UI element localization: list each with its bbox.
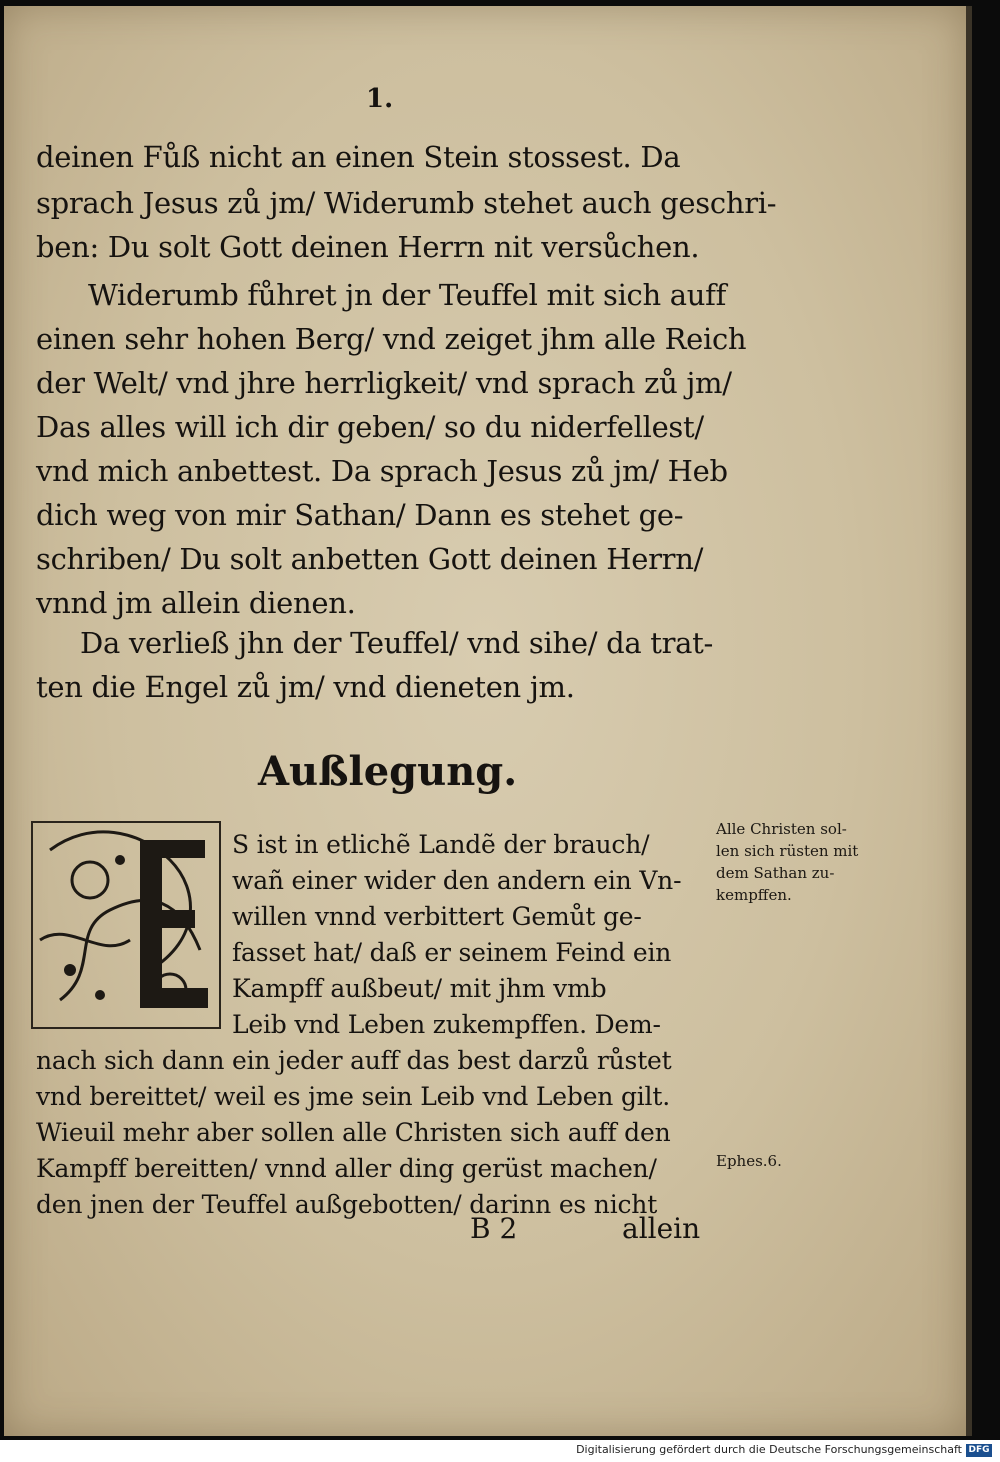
body-line: sprach Jesus zů jm/ Widerumb stehet auch geschri- xyxy=(36,186,777,220)
exposition-line: den jnen der Teuffel außgebotten/ darinn es nicht xyxy=(36,1190,658,1219)
margin-note-line: Alle Christen sol- xyxy=(716,820,847,838)
exposition-line: Wieuil mehr aber sollen alle Christen sich auff den xyxy=(36,1118,671,1147)
section-heading: Außlegung. xyxy=(258,748,518,795)
body-line: Da verließ jhn der Teuffel/ vnd sihe/ da trat- xyxy=(80,626,714,660)
margin-note-line: kempffen. xyxy=(716,886,792,904)
body-line: ten die Engel zů jm/ vnd dieneten jm. xyxy=(36,670,575,704)
margin-note-line: len sich rüsten mit xyxy=(716,842,859,860)
body-line: schriben/ Du solt anbetten Gott deinen Herrn/ xyxy=(36,542,704,576)
exposition-line: S ist in etlichẽ Landẽ der brauch/ xyxy=(232,830,650,859)
exposition-line: Leib vnd Leben zukempffen. Dem- xyxy=(232,1010,661,1039)
margin-note-line: dem Sathan zu- xyxy=(716,864,835,882)
exposition-line: fasset hat/ daß er seinem Feind ein xyxy=(232,938,672,967)
dfg-logo: DFG xyxy=(966,1444,992,1457)
body-line: deinen Fůß nicht an einen Stein stossest. Da xyxy=(36,140,681,174)
body-line: vnnd jm allein dienen. xyxy=(36,586,356,620)
signature-footer: B 2 xyxy=(470,1212,518,1245)
page-edge xyxy=(966,6,972,1436)
body-line: vnd mich anbettest. Da sprach Jesus zů jm/ Heb xyxy=(36,454,728,488)
exposition-line: Kampff außbeut/ mit jhm vmb xyxy=(232,974,607,1003)
signature-mark: 1. xyxy=(366,84,394,114)
body-line: ben: Du solt Gott deinen Herrn nit versůchen. xyxy=(36,230,700,264)
exposition-line: Kampff bereitten/ vnnd aller ding gerüst machen/ xyxy=(36,1154,657,1183)
margin-reference: Ephes.6. xyxy=(716,1152,782,1170)
credit-text: Digitalisierung gefördert durch die Deutsche Forschungsgemeinschaft xyxy=(576,1443,962,1456)
exposition-line: wañ einer wider den andern ein Vn- xyxy=(232,866,682,895)
body-line: dich weg von mir Sathan/ Dann es stehet ge- xyxy=(36,498,684,532)
decorated-initial xyxy=(30,820,222,1030)
exposition-line: vnd bereittet/ weil es jme sein Leib vnd Leben gilt. xyxy=(36,1082,670,1111)
catchword: allein xyxy=(622,1212,701,1245)
body-line: Widerumb fůhret jn der Teuffel mit sich auff xyxy=(88,278,727,312)
exposition-line: willen vnnd verbittert Gemůt ge- xyxy=(232,902,642,931)
body-line: einen sehr hohen Berg/ vnd zeiget jhm alle Reich xyxy=(36,322,747,356)
exposition-line: nach sich dann ein jeder auff das best darzů růstet xyxy=(36,1046,672,1075)
body-line: Das alles will ich dir geben/ so du niderfellest/ xyxy=(36,410,704,444)
body-line: der Welt/ vnd jhre herrligkeit/ vnd sprach zů jm/ xyxy=(36,366,732,400)
